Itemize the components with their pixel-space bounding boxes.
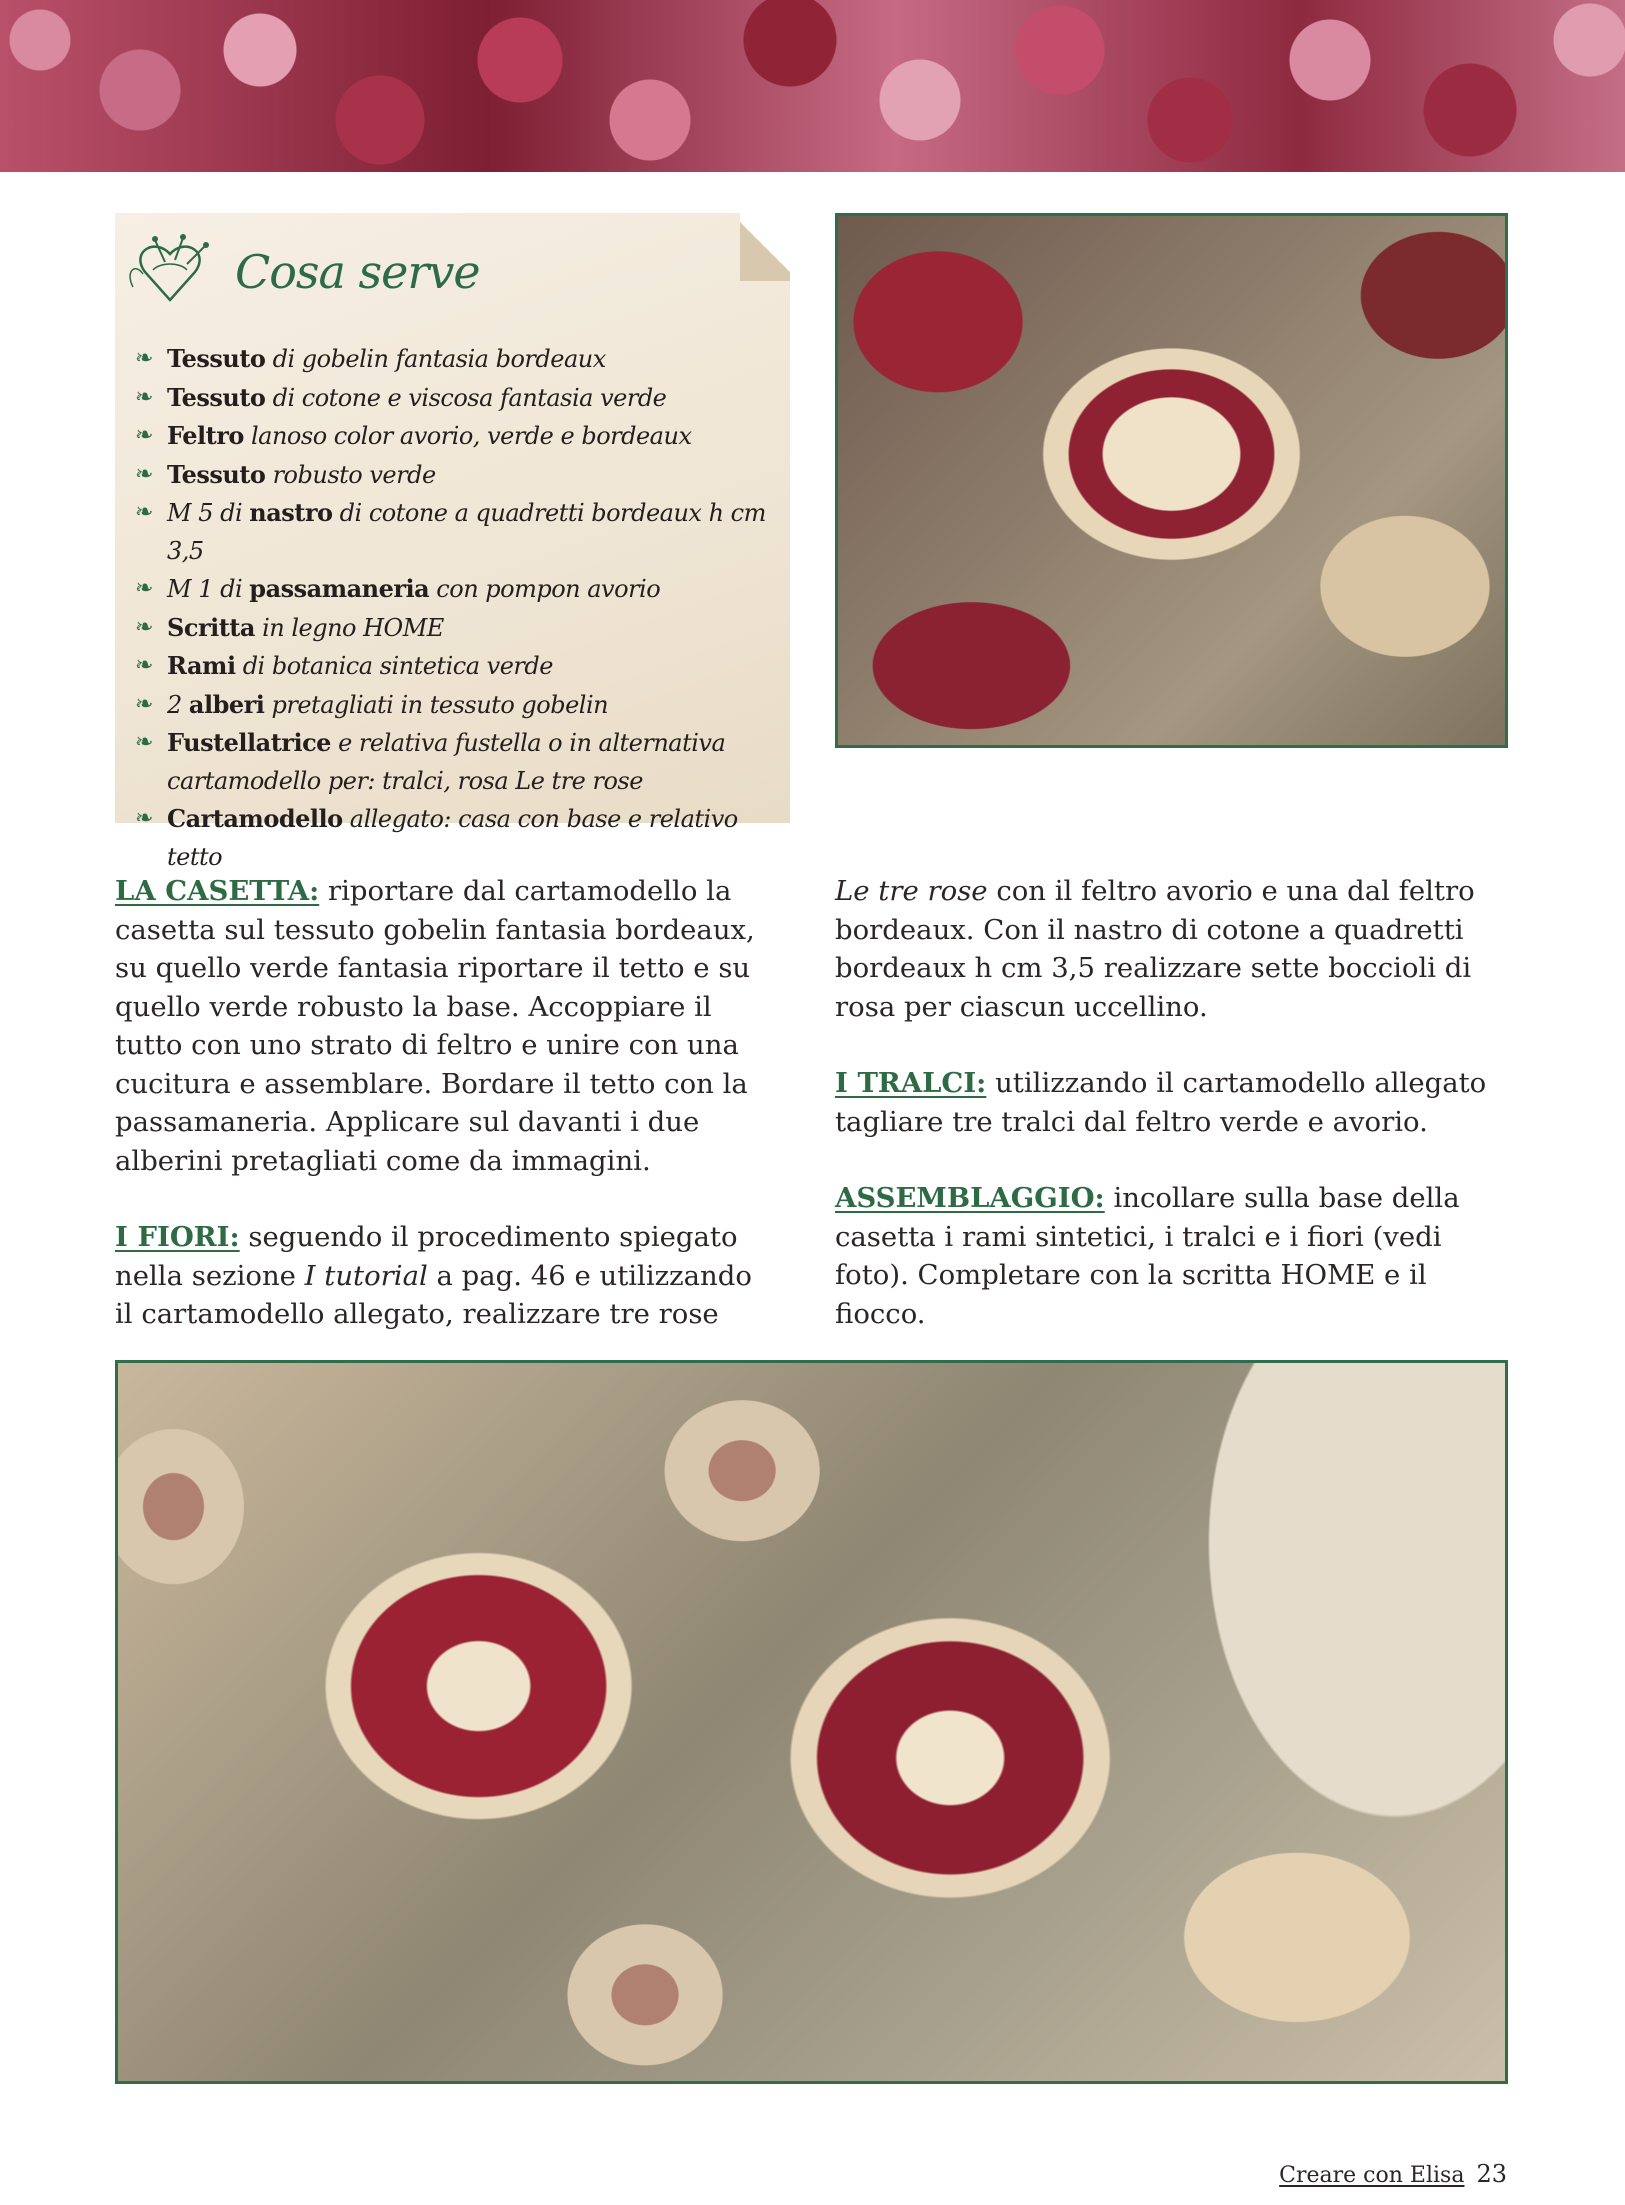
material-name: Feltro [167,421,244,450]
tre-rose-text: con il feltro avorio e una dal feltro bordeaux. Con il nastro di cotone a quadretti bordeaux h cm 3,5 realizzare sette boccioli di rosa per ciascun uccellino. [835,875,1475,1023]
fiori-paragraph [115,1218,775,1334]
material-text [167,340,795,379]
header-flower-photo [0,0,1625,172]
note-folded-corner [740,213,790,281]
page-number: 23 [1476,2160,1507,2188]
material-item [135,570,795,609]
material-detail: con pompon avorio [429,575,661,603]
material-item [135,456,795,495]
material-item [135,340,795,379]
magazine-name: Creare con Elisa [1279,2163,1465,2188]
left-text-column [115,872,775,1372]
leaf-bullet-icon: ❧ [135,730,154,755]
tralci-text: utilizzando il cartamodello allegato tagliare tre tralci dal feltro verde e avorio. [835,1067,1487,1138]
material-text [167,609,795,648]
right-text-column [835,872,1515,1371]
material-name: Tessuto [167,459,266,489]
assemblaggio-text: incollare sulla base della casetta i rami sintetici, i tralci e i fiori (vedi foto). Completare con la scritta HOME e il fiocco. [835,1182,1460,1330]
material-name: Cartamodello [167,804,343,833]
leaf-bullet-icon: ❧ [135,691,154,717]
material-item [135,379,795,418]
material-detail: di gobelin fantasia bordeaux [265,345,606,373]
material-detail: di botanica sintetica verde [235,652,553,680]
tre-rose-paragraph [835,872,1515,1026]
material-name: Tessuto [167,382,266,412]
material-detail: pretagliati in tessuto gobelin [264,690,609,719]
material-prefix: M 1 di [167,575,250,603]
material-text [167,456,795,495]
material-detail: di cotone e viscosa fantasia verde [265,383,667,412]
materials-list [135,340,795,876]
tralci-paragraph [835,1064,1515,1141]
leaf-bullet-icon: ❧ [135,576,154,601]
material-name: passamaneria [249,574,430,603]
material-prefix: 2 [167,690,189,719]
material-name: Scritta [167,612,255,642]
casetta-paragraph [115,872,775,1180]
material-detail: allegato: casa con base e relativo tetto [167,805,738,871]
material-detail: di cotone a quadretti bordeaux h cm 3,5 [167,499,766,565]
materials-title: Cosa serve [235,245,480,299]
leaf-bullet-icon: ❧ [135,461,154,487]
material-text [167,379,795,418]
material-text [167,570,795,609]
material-text [167,686,795,725]
material-item [135,800,795,876]
materials-title-row [125,232,545,312]
material-text [167,724,795,800]
material-name: alberi [188,689,265,719]
material-detail: robusto verde [265,460,436,489]
material-name: Tessuto [167,344,266,373]
leaf-bullet-icon: ❧ [135,806,154,831]
material-text [167,647,795,686]
fiori-italic: I tutorial [304,1259,428,1292]
page-footer [1279,2160,1507,2188]
leaf-bullet-icon: ❧ [135,346,154,371]
material-detail: e relativa fustella o in alternativa cartamodello per: tralci, rosa Le tre rose [167,729,726,795]
tre-rose-italic: Le tre rose [835,875,988,907]
material-prefix: M 5 di [167,499,250,527]
rose-closeup-photo [835,213,1508,748]
section-head-tralci: I TRALCI: [835,1067,987,1099]
material-item [135,494,795,570]
material-text [167,494,795,570]
material-item [135,417,795,456]
section-head-casetta: LA CASETTA: [115,875,320,907]
fiori-text-b: a pag. 46 e utilizzando il cartamodello allegato, realizzare tre rose [115,1259,752,1330]
leaf-bullet-icon: ❧ [135,423,154,448]
material-name: nastro [249,498,333,527]
roses-arrangement-photo [115,1360,1508,2084]
leaf-bullet-icon: ❧ [135,500,154,525]
assemblaggio-paragraph [835,1179,1515,1333]
material-item [135,686,795,725]
material-item [135,609,795,648]
material-detail: in legno HOME [254,613,444,642]
leaf-bullet-icon: ❧ [135,614,154,640]
fiori-text-a: seguendo il procedimento spiegato nella sezione [115,1221,738,1292]
material-item [135,647,795,686]
material-name: Rami [167,651,236,680]
material-text [167,800,795,876]
leaf-bullet-icon: ❧ [135,653,154,678]
material-text [167,417,795,456]
leaf-bullet-icon: ❧ [135,384,154,410]
section-head-fiori: I FIORI: [115,1221,240,1253]
material-item [135,724,795,800]
section-head-assemblaggio: ASSEMBLAGGIO: [835,1182,1105,1214]
casetta-text: riportare dal cartamodello la casetta sul tessuto gobelin fantasia bordeaux, su quello verde fantasia riportare il tetto e su quello verde robusto la base. Accoppiare il tutto con uno strato di feltro e unire con una cucitura e assemblare. Bordare il tetto con la passamaneria. Applicare sul davanti i due alberini pretagliati come da immagini. [115,875,755,1177]
material-detail: lanoso color avorio, verde e bordeaux [243,422,692,450]
material-name: Fustellatrice [167,728,331,757]
